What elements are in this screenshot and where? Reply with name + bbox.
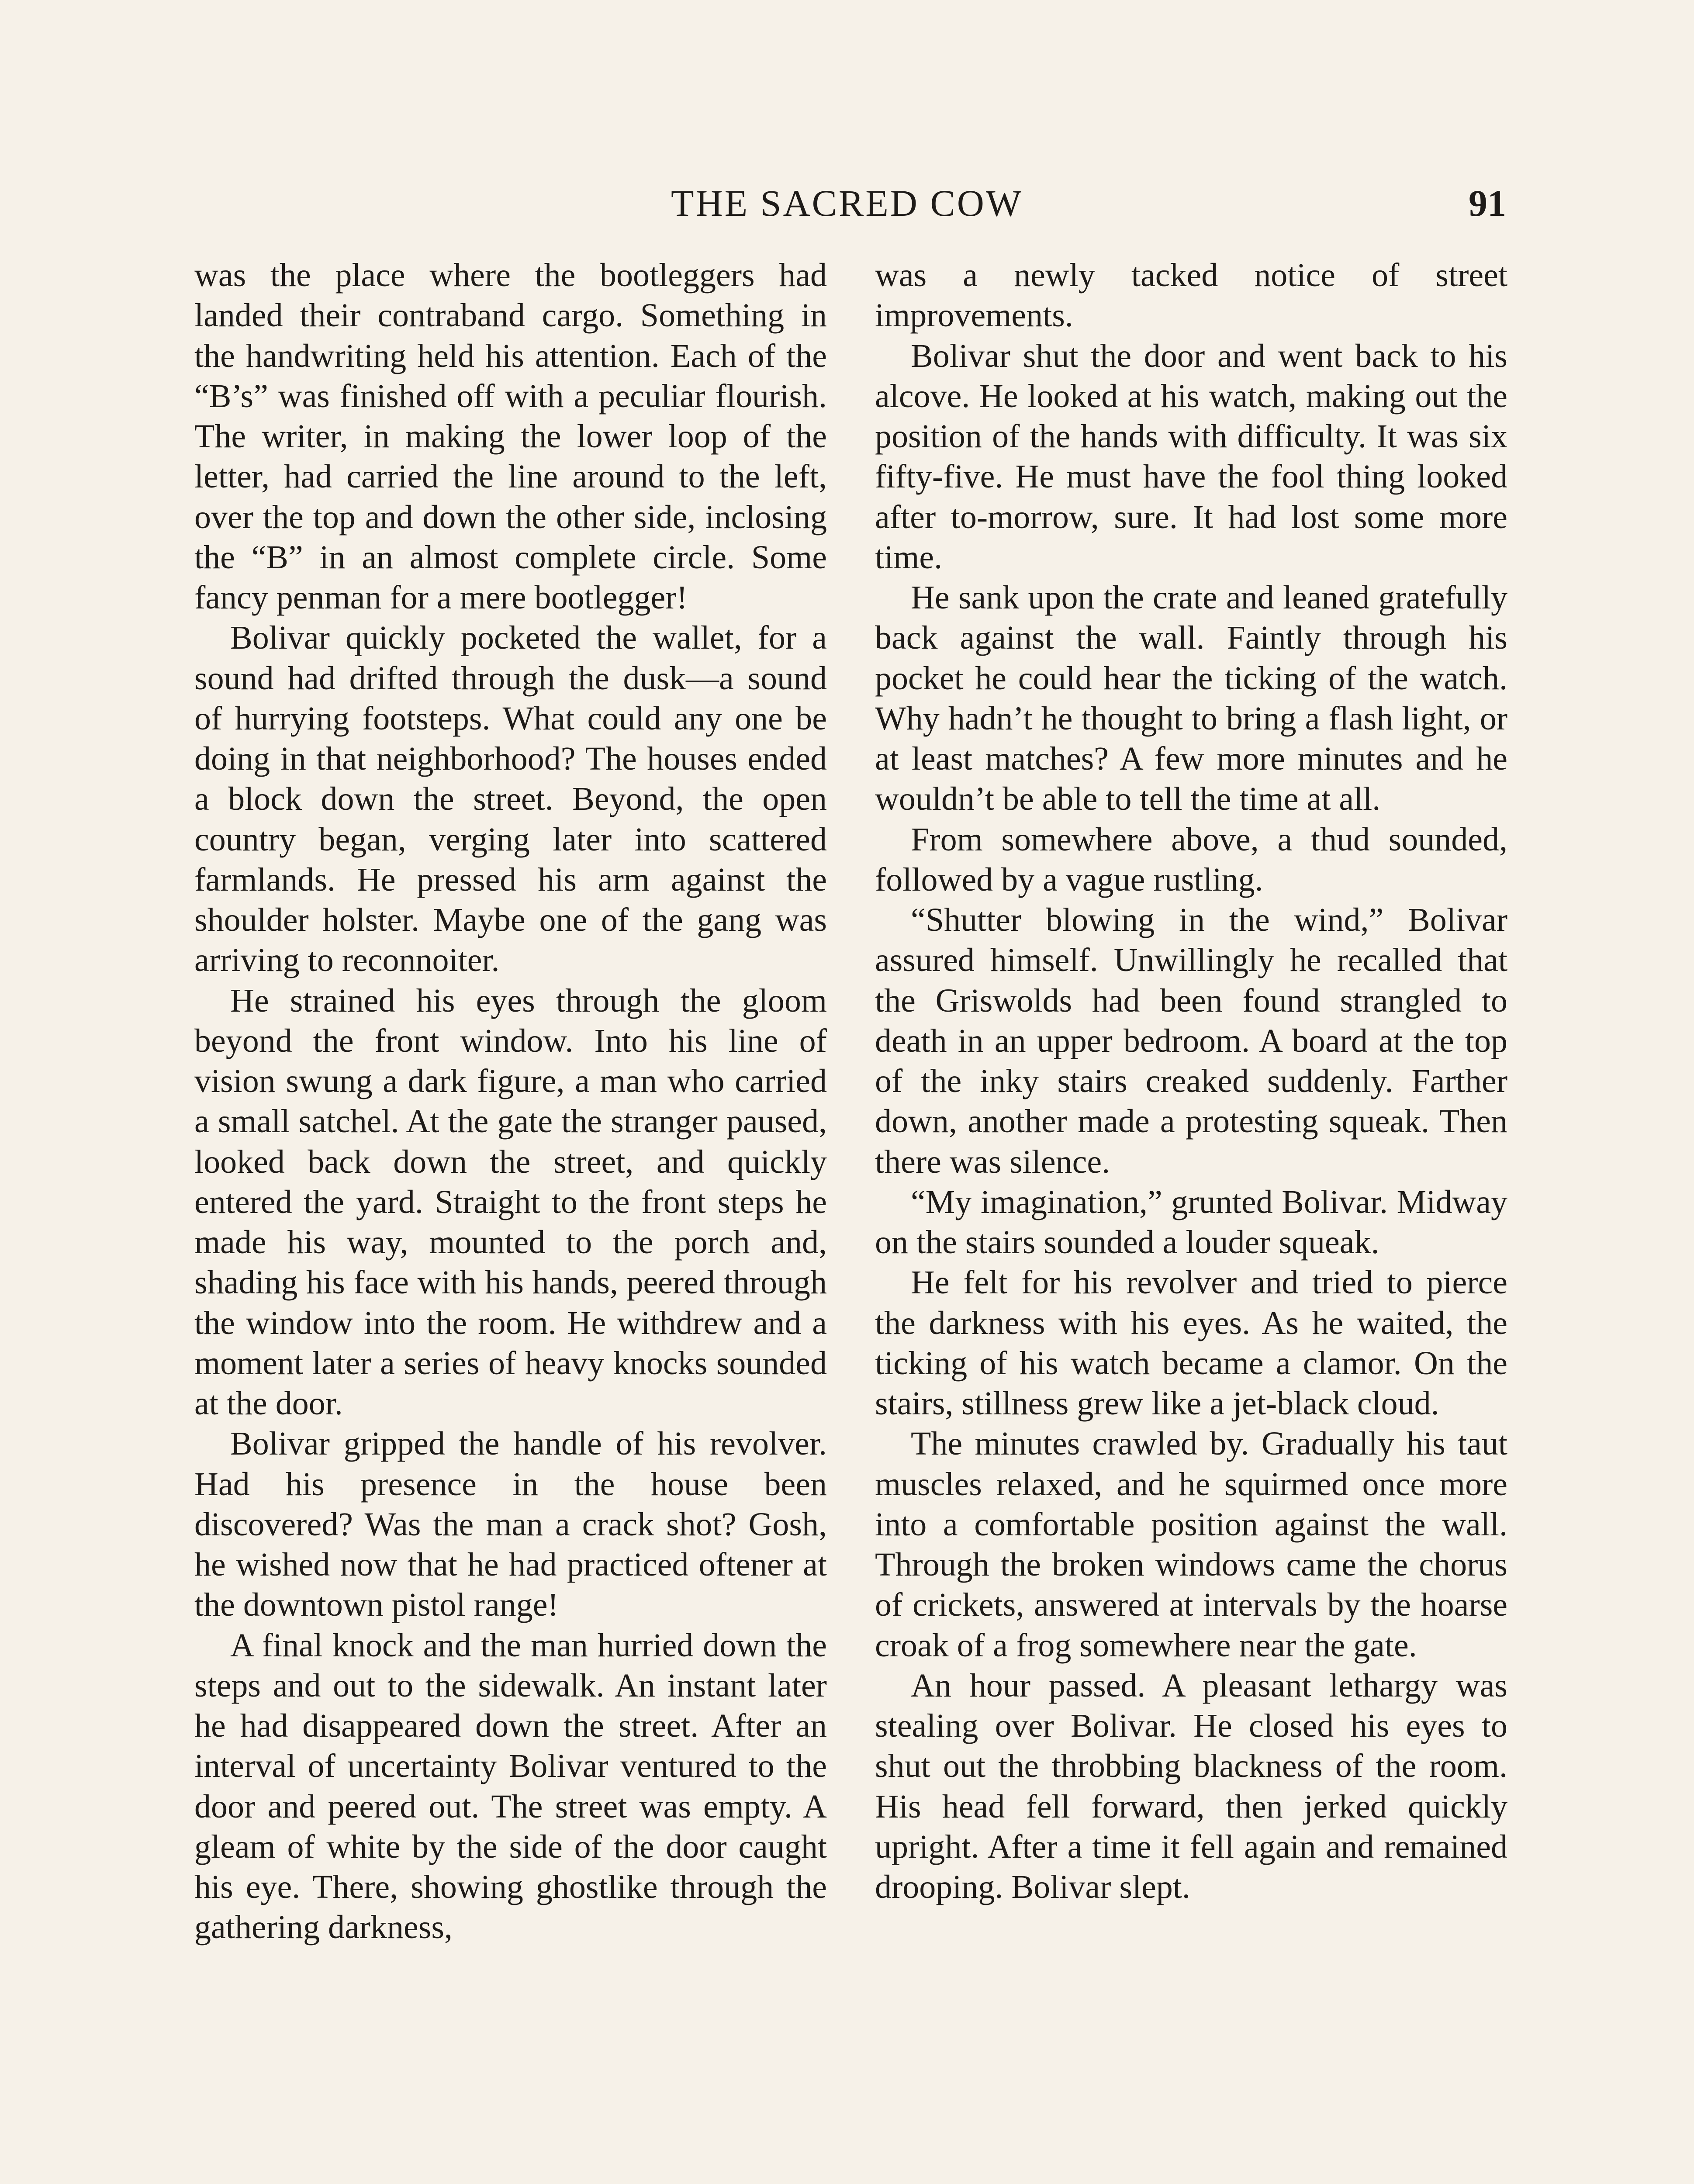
page-header <box>0 175 1694 232</box>
left-column <box>194 255 827 2184</box>
paragraph: was the place where the bootleggers had landed their contraband cargo. Something in the handwriting held his attention. Each of the “B’s” was finished off with a peculiar flourish. The writer, in making the lower loop of the letter, had carried the line around to the left, over the top and down the other side, inclosing the “B” in an almost complete circle. Some fancy penman for a mere bootlegger! <box>194 257 827 616</box>
page-number: 91 <box>1469 182 1506 224</box>
running-title: THE SACRED COW <box>671 182 1023 224</box>
paragraph: He sank upon the crate and leaned gratefully back against the wall. Faintly through his pocket he could hear the ticking of the watch. Why hadn’t he thought to bring a flash light, or at least matches? A few more minutes and he wouldn’t be able to tell the time at all. <box>875 579 1507 818</box>
paragraph: was a newly tacked notice of street improvements. <box>875 257 1507 334</box>
paragraph: “Shutter blowing in the wind,” Bolivar assured himself. Unwillingly he recalled that the Griswolds had been found strangled to death in an upper bedroom. A board at the top of the inky stairs creaked suddenly. Farther down, another made a protesting squeak. Then there was silence. <box>875 902 1507 1180</box>
paragraph: “My imagination,” grunted Bolivar. Midway on the stairs sounded a louder squeak. <box>875 1183 1507 1261</box>
paragraph: He felt for his revolver and tried to pierce the darkness with his eyes. As he waited, the ticking of his watch became a clamor. On the stairs, stillness grew like a jet-black cloud. <box>875 1264 1507 1422</box>
paragraph: An hour passed. A pleasant lethargy was stealing over Bolivar. He closed his eyes to shut out the throbbing blackness of the room. His head fell forward, then jerked quickly upright. After a time it fell again and remained drooping. Bolivar slept. <box>875 1667 1507 1905</box>
paragraph: He strained his eyes through the gloom beyond the front window. Into his line of vision swung a dark figure, a man who carried a small satchel. At the gate the stranger paused, looked back down the street, and quickly entered the yard. Straight to the front steps he made his way, mounted to the porch and, shading his face with his hands, peered through the window into the room. He withdrew and a moment later a series of heavy knocks sounded at the door. <box>194 982 827 1422</box>
paragraph: Bolivar quickly pocketed the wallet, for a sound had drifted through the dusk—a sound of hurrying footsteps. What could any one be doing in that neighborhood? The houses ended a block down the street. Beyond, the open country began, verging later into scattered farmlands. He pressed his arm against the shoulder holster. Maybe one of the gang was arriving to reconnoiter. <box>194 619 827 979</box>
paragraph: From somewhere above, a thud sounded, followed by a vague rustling. <box>875 821 1507 898</box>
paragraph: A final knock and the man hurried down the steps and out to the sidewalk. An instant later he had disappeared down the street. After an interval of uncertainty Bolivar ventured to the door and peered out. The street was empty. A gleam of white by the side of the door caught his eye. There, showing ghostlike through the gathering darkness, <box>194 1627 827 1946</box>
paragraph: Bolivar gripped the handle of his revolver. Had his presence in the house been discovered? Was the man a crack shot? Gosh, he wished now that he had practiced oftener at the downtown pistol range! <box>194 1425 827 1624</box>
paragraph: The minutes crawled by. Gradually his taut muscles relaxed, and he squirmed once more into a comfortable position against the wall. Through the broken windows came the chorus of crickets, answered at intervals by the hoarse croak of a frog somewhere near the gate. <box>875 1425 1507 1664</box>
paragraph: Bolivar shut the door and went back to his alcove. He looked at his watch, making out the position of the hands with difficulty. It was six fifty-five. He must have the fool thing looked after to-morrow, sure. It had lost some more time. <box>875 337 1507 576</box>
right-column <box>875 255 1507 2184</box>
